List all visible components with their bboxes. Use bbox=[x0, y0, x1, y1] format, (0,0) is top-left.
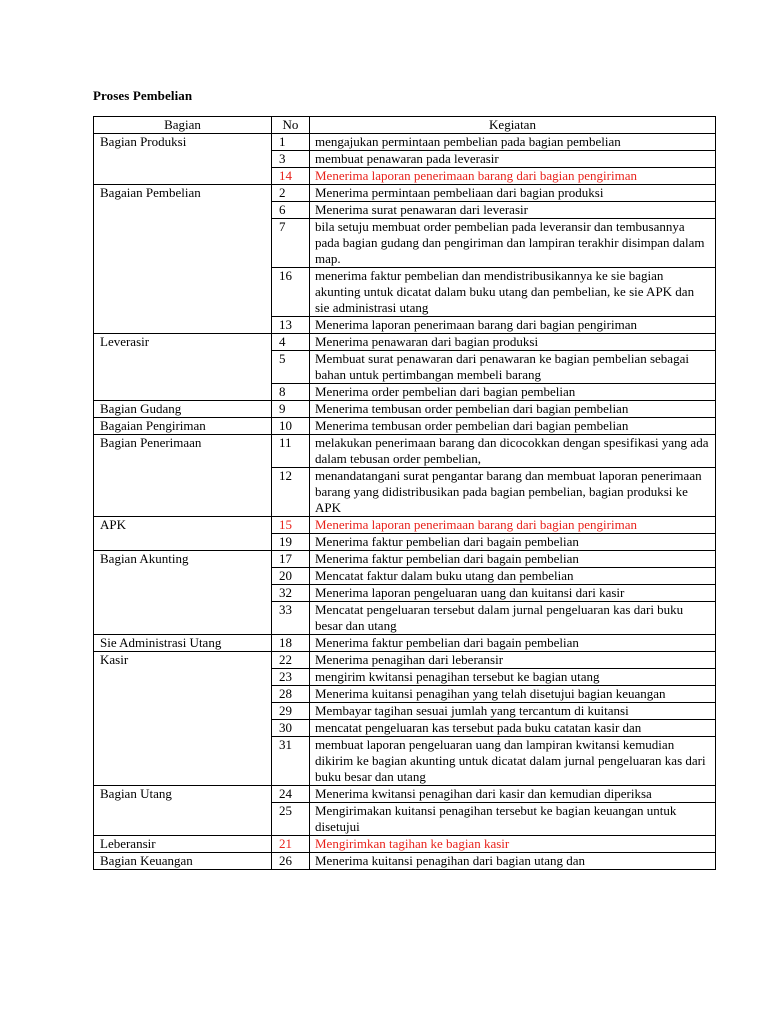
step-number-cell: 9 bbox=[272, 401, 310, 418]
table-row bbox=[94, 853, 716, 870]
step-number-cell: 31 bbox=[272, 737, 310, 786]
step-number-cell: 12 bbox=[272, 468, 310, 517]
step-number-cell: 29 bbox=[272, 703, 310, 720]
header-no: No bbox=[272, 117, 310, 134]
activity-cell: Mencatat pengeluaran tersebut dalam jurnal pengeluaran kas dari buku besar dan utang bbox=[310, 602, 716, 635]
activity-cell: Membuat surat penawaran dari penawaran ke bagian pembelian sebagai bahan untuk pertimbangan membeli barang bbox=[310, 351, 716, 384]
step-number-cell: 2 bbox=[272, 185, 310, 202]
step-number-cell: 14 bbox=[272, 168, 310, 185]
bagian-cell: Bagian Utang bbox=[94, 786, 272, 836]
step-number-cell: 3 bbox=[272, 151, 310, 168]
bagian-cell: Leberansir bbox=[94, 836, 272, 853]
step-number-cell: 32 bbox=[272, 585, 310, 602]
activity-cell: Menerima laporan penerimaan barang dari bagian pengiriman bbox=[310, 517, 716, 534]
activity-cell: menerima faktur pembelian dan mendistribusikannya ke sie bagian akunting untuk dicatat dalam buku utang dan pembelian, ke sie APK dan sie administrasi utang bbox=[310, 268, 716, 317]
activity-cell: melakukan penerimaan barang dan dicocokkan dengan spesifikasi yang ada dalam tebusan order pembelian, bbox=[310, 435, 716, 468]
table-row bbox=[94, 551, 716, 568]
table-row bbox=[94, 786, 716, 803]
process-table bbox=[93, 116, 716, 870]
step-number-cell: 21 bbox=[272, 836, 310, 853]
bagian-cell: Bagaian Pembelian bbox=[94, 185, 272, 334]
activity-cell: Menerima faktur pembelian dari bagain pembelian bbox=[310, 551, 716, 568]
activity-cell: mengajukan permintaan pembelian pada bagian pembelian bbox=[310, 134, 716, 151]
activity-cell: Menerima surat penawaran dari leverasir bbox=[310, 202, 716, 219]
table-row bbox=[94, 652, 716, 669]
activity-cell: Menerima tembusan order pembelian dari bagian pembelian bbox=[310, 401, 716, 418]
activity-cell: membuat laporan pengeluaran uang dan lampiran kwitansi kemudian dikirim ke bagian akunting untuk dicatat dalam jurnal pengeluaran kas dari buku besar dan utang bbox=[310, 737, 716, 786]
activity-cell: Menerima kwitansi penagihan dari kasir dan kemudian diperiksa bbox=[310, 786, 716, 803]
step-number-cell: 17 bbox=[272, 551, 310, 568]
table-row bbox=[94, 635, 716, 652]
activity-cell: Menerima laporan penerimaan barang dari bagian pengiriman bbox=[310, 168, 716, 185]
step-number-cell: 7 bbox=[272, 219, 310, 268]
activity-cell: Menerima faktur pembelian dari bagain pembelian bbox=[310, 534, 716, 551]
activity-cell: Menerima penagihan dari leberansir bbox=[310, 652, 716, 669]
header-bagian: Bagian bbox=[94, 117, 272, 134]
activity-cell: Menerima laporan pengeluaran uang dan kuitansi dari kasir bbox=[310, 585, 716, 602]
step-number-cell: 33 bbox=[272, 602, 310, 635]
bagian-cell: Bagian Gudang bbox=[94, 401, 272, 418]
step-number-cell: 13 bbox=[272, 317, 310, 334]
step-number-cell: 6 bbox=[272, 202, 310, 219]
bagian-cell: Leverasir bbox=[94, 334, 272, 401]
activity-cell: Menerima faktur pembelian dari bagain pembelian bbox=[310, 635, 716, 652]
header-kegiatan: Kegiatan bbox=[310, 117, 716, 134]
step-number-cell: 4 bbox=[272, 334, 310, 351]
step-number-cell: 10 bbox=[272, 418, 310, 435]
table-row bbox=[94, 517, 716, 534]
activity-cell: Menerima kuitansi penagihan yang telah disetujui bagian keuangan bbox=[310, 686, 716, 703]
activity-cell: Mencatat faktur dalam buku utang dan pembelian bbox=[310, 568, 716, 585]
activity-cell: menandatangani surat pengantar barang dan membuat laporan penerimaan barang yang didistribusikan pada bagian pembelian, bagian produksi ke APK bbox=[310, 468, 716, 517]
step-number-cell: 1 bbox=[272, 134, 310, 151]
activity-cell: membuat penawaran pada leverasir bbox=[310, 151, 716, 168]
activity-cell: mencatat pengeluaran kas tersebut pada buku catatan kasir dan bbox=[310, 720, 716, 737]
step-number-cell: 22 bbox=[272, 652, 310, 669]
activity-cell: mengirim kwitansi penagihan tersebut ke bagian utang bbox=[310, 669, 716, 686]
step-number-cell: 18 bbox=[272, 635, 310, 652]
page-title: Proses Pembelian bbox=[93, 88, 193, 103]
activity-cell: Menerima tembusan order pembelian dari bagian pembelian bbox=[310, 418, 716, 435]
step-number-cell: 28 bbox=[272, 686, 310, 703]
step-number-cell: 26 bbox=[272, 853, 310, 870]
table-row bbox=[94, 401, 716, 418]
bagian-cell: APK bbox=[94, 517, 272, 551]
step-number-cell: 30 bbox=[272, 720, 310, 737]
table-row bbox=[94, 134, 716, 151]
table-row bbox=[94, 418, 716, 435]
bagian-cell: Bagian Penerimaan bbox=[94, 435, 272, 517]
table-row bbox=[94, 334, 716, 351]
step-number-cell: 16 bbox=[272, 268, 310, 317]
step-number-cell: 25 bbox=[272, 803, 310, 836]
step-number-cell: 5 bbox=[272, 351, 310, 384]
bagian-cell: Bagaian Pengiriman bbox=[94, 418, 272, 435]
step-number-cell: 23 bbox=[272, 669, 310, 686]
bagian-cell: Sie Administrasi Utang bbox=[94, 635, 272, 652]
activity-cell: Menerima penawaran dari bagian produksi bbox=[310, 334, 716, 351]
bagian-cell: Kasir bbox=[94, 652, 272, 786]
bagian-cell: Bagian Keuangan bbox=[94, 853, 272, 870]
activity-cell: bila setuju membuat order pembelian pada leveransir dan tembusannya pada bagian gudang dan pengiriman dan lampiran terakhir disimpan dalam map. bbox=[310, 219, 716, 268]
bagian-cell: Bagian Produksi bbox=[94, 134, 272, 185]
table-row bbox=[94, 435, 716, 468]
step-number-cell: 24 bbox=[272, 786, 310, 803]
step-number-cell: 19 bbox=[272, 534, 310, 551]
activity-cell: Menerima order pembelian dari bagian pembelian bbox=[310, 384, 716, 401]
table-header-row bbox=[94, 117, 716, 134]
step-number-cell: 15 bbox=[272, 517, 310, 534]
table-row bbox=[94, 836, 716, 853]
table-body bbox=[94, 134, 716, 870]
activity-cell: Mengirimakan kuitansi penagihan tersebut ke bagian keuangan untuk disetujui bbox=[310, 803, 716, 836]
activity-cell: Menerima laporan penerimaan barang dari bagian pengiriman bbox=[310, 317, 716, 334]
activity-cell: Membayar tagihan sesuai jumlah yang tercantum di kuitansi bbox=[310, 703, 716, 720]
table-row bbox=[94, 185, 716, 202]
step-number-cell: 11 bbox=[272, 435, 310, 468]
activity-cell: Menerima kuitansi penagihan dari bagian utang dan bbox=[310, 853, 716, 870]
step-number-cell: 20 bbox=[272, 568, 310, 585]
activity-cell: Menerima permintaan pembeliaan dari bagian produksi bbox=[310, 185, 716, 202]
activity-cell: Mengirimkan tagihan ke bagian kasir bbox=[310, 836, 716, 853]
step-number-cell: 8 bbox=[272, 384, 310, 401]
bagian-cell: Bagian Akunting bbox=[94, 551, 272, 635]
